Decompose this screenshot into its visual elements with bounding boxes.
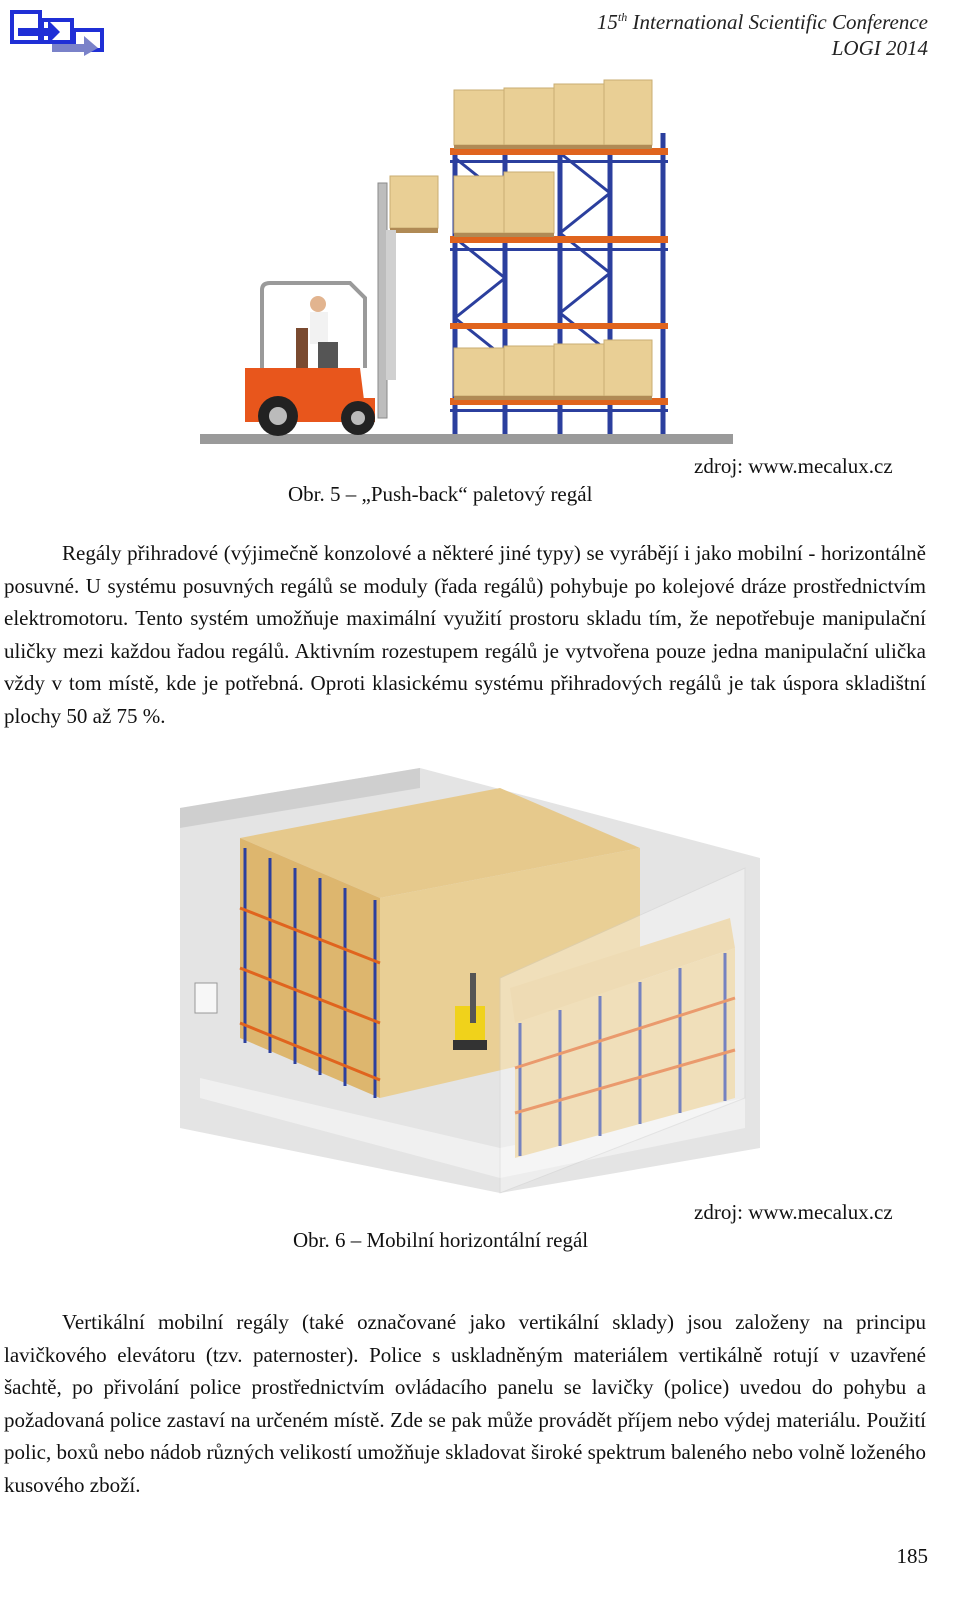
figure6-caption: Obr. 6 – Mobilní horizontální regál <box>293 1228 589 1252</box>
conference-title: International Scientific Conference <box>627 10 928 34</box>
mobile-horizontal-rack-illustration <box>170 768 770 1198</box>
conference-logo <box>8 6 108 58</box>
conference-number: 15 <box>596 10 618 34</box>
figure5-caption: Obr. 5 – „Push-back“ paletový regál <box>288 482 593 506</box>
conference-header <box>597 4 928 61</box>
conference-year: LOGI 2014 <box>831 36 928 60</box>
paragraph-mobile-racks <box>4 537 926 733</box>
push-back-rack-illustration <box>200 78 755 458</box>
paragraph-1-text: Regály přihradové (výjimečně konzolové a některé jiné typy) se vyrábějí i jako mobilní - horizontálně posuvné. U systému posuvných regálů se moduly (řada regálů) pohybuje po kolejové dráze prostřednictvím elektromotoru. Tento systém umožňuje maximální využití prostoru skladu tím, že nepotřebuje manipulační uličky mezi každou řadou regálů. Aktivním rozestupem regálů je vytvořena pouze jedna manipulační ulička vždy v tom místě, kde je potřebná. Oproti klasickému systému přihradových regálů je tak úspora skladištní plochy 50 až 75 %. <box>4 541 926 728</box>
paragraph-vertical-racks <box>4 1306 926 1502</box>
conference-suffix: th <box>617 10 628 24</box>
paragraph-2-text: Vertikální mobilní regály (také označované jako vertikální sklady) jsou založeny na principu lavičkového elevátoru (tzv. paternoster). Police s uskladněným materiálem vertikálně rotují v uzavřené šachtě, po přivolání police prostřednictvím ovládacího panelu se lavičky (police) uvedou do pohybu a požadovaná police zastaví na určeném místě. Zde se pak může provádět příjem nebo výdej materiálu. Použití polic, boxů nebo nádob různých velikostí umožňuje skladovat široké spektrum baleného nebo volně loženého kusového zboží. <box>4 1310 926 1497</box>
figure6-source: zdroj: www.mecalux.cz <box>694 1200 893 1224</box>
page-number: 185 <box>896 1544 928 1568</box>
figure5-source: zdroj: www.mecalux.cz <box>694 454 893 478</box>
